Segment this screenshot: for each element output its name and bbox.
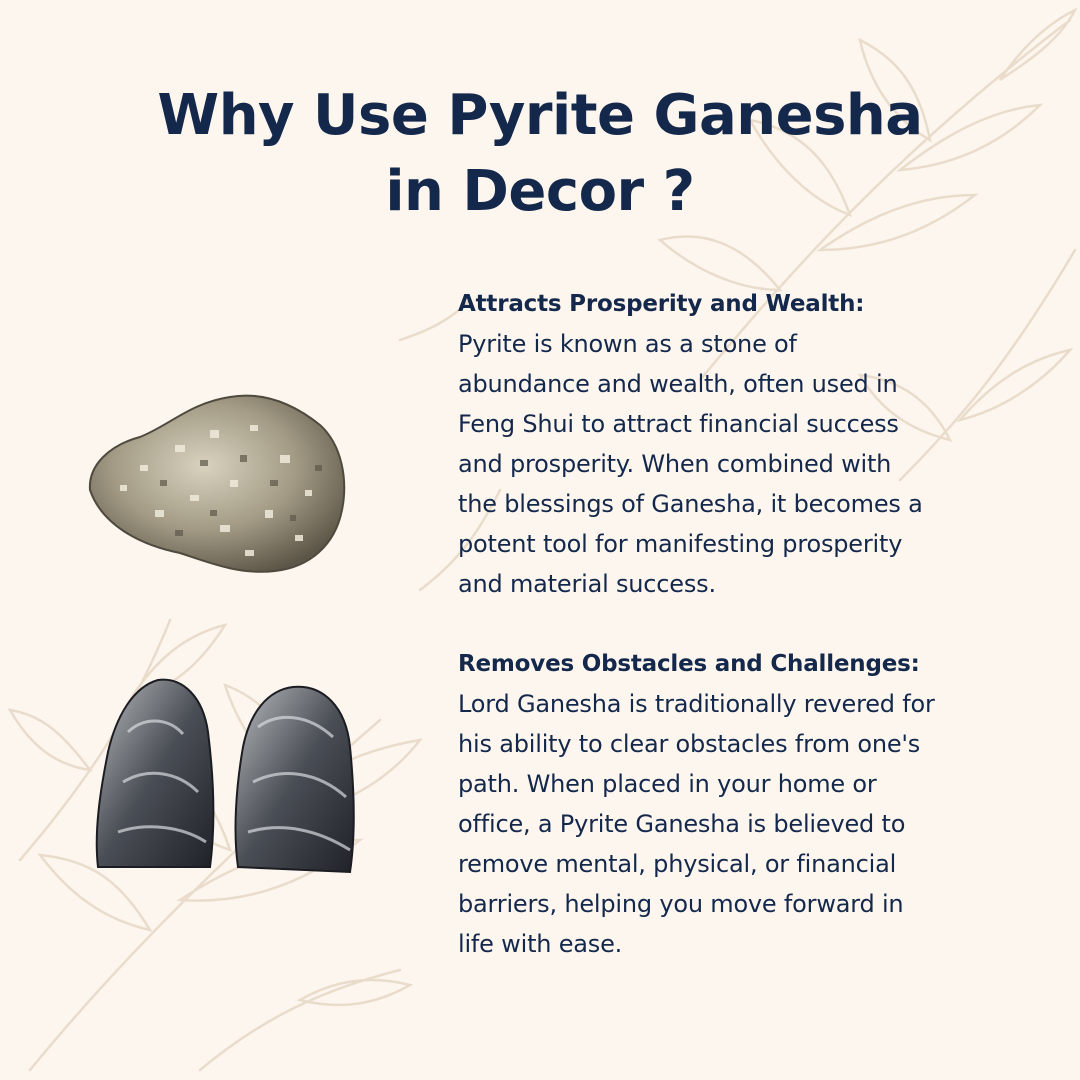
body-line: his ability to clear obstacles from one's <box>458 730 921 758</box>
section-heading: Removes Obstacles and Challenges: <box>458 651 920 677</box>
pyrite-stone-image <box>80 385 350 580</box>
body-line: barriers, helping you move forward in <box>458 890 904 918</box>
body-line: Lord Ganesha is traditionally revered for <box>458 690 935 718</box>
body-line: potent tool for manifesting prosperity <box>458 530 903 558</box>
body-line: and prosperity. When combined with <box>458 450 892 478</box>
body-line: life with ease. <box>458 930 623 958</box>
section-body <box>458 324 1048 604</box>
page-title <box>0 78 1080 230</box>
benefit-section-prosperity <box>458 284 1048 604</box>
title-line-2: in Decor ? <box>385 159 695 224</box>
body-line: and material success. <box>458 570 716 598</box>
body-line: remove mental, physical, or financial <box>458 850 897 878</box>
body-line: Feng Shui to attract financial success <box>458 410 899 438</box>
body-line: office, a Pyrite Ganesha is believed to <box>458 810 906 838</box>
section-heading: Attracts Prosperity and Wealth: <box>458 291 865 317</box>
pyrite-ganesha-idols-image <box>88 672 358 892</box>
title-line-1: Why Use Pyrite Ganesha <box>157 83 923 148</box>
body-line: Pyrite is known as a stone of <box>458 330 797 358</box>
body-line: path. When placed in your home or <box>458 770 877 798</box>
benefit-section-obstacles <box>458 644 1048 964</box>
body-line: abundance and wealth, often used in <box>458 370 898 398</box>
section-body <box>458 684 1048 964</box>
body-line: the blessings of Ganesha, it becomes a <box>458 490 923 518</box>
